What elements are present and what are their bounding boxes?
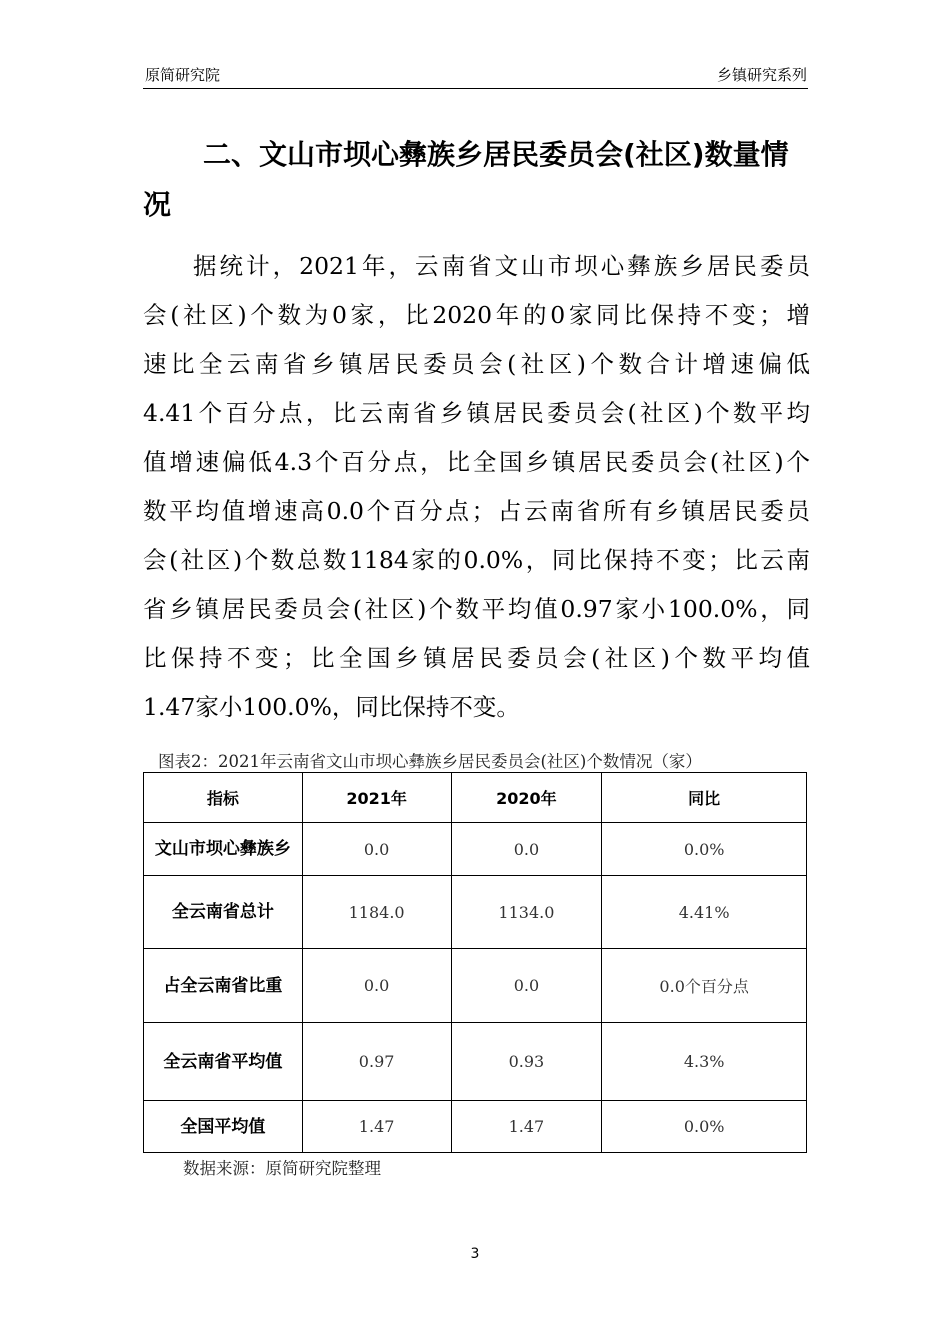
table-header-row [144,773,807,823]
cell: 0.97 [302,1023,451,1101]
data-source-note: 数据来源：原简研究院整理 [183,1159,381,1178]
table-row [144,1101,807,1153]
header-right: 乡镇研究系列 [716,66,807,84]
paragraph-line: 会(社区)个数为0家，比2020年的0家同比保持不变；增 [143,301,810,329]
paragraph-line: 省乡镇居民委员会(社区)个数平均值0.97家小100.0%，同 [143,595,810,623]
body-paragraph [143,242,810,732]
paragraph-line: 值增速偏低4.3个百分点，比全国乡镇居民委员会(社区)个 [143,448,810,476]
cell: 1.47 [451,1101,602,1153]
cell: 1184.0 [302,876,451,949]
paragraph-line: 速比全云南省乡镇居民委员会(社区)个数合计增速偏低 [143,350,810,378]
table-row [144,1023,807,1101]
header-left: 原简研究院 [145,66,221,84]
paragraph-line: 4.41个百分点，比云南省乡镇居民委员会(社区)个数平均 [143,399,810,427]
cell: 0.0 [302,949,451,1023]
page-number: 3 [470,1246,480,1262]
header-cell: 2020年 [451,773,602,823]
cell: 1134.0 [451,876,602,949]
cell: 0.0% [602,1101,807,1153]
section-title: 二、文山市坝心彝族乡居民委员会(社区)数量情况 [143,138,789,221]
header-cell: 同比 [602,773,807,823]
paragraph-line: 1.47家小100.0%，同比保持不变。 [143,693,520,721]
cell: 0.0个百分点 [602,949,807,1023]
header-cell: 指标 [144,773,303,823]
cell: 0.93 [451,1023,602,1101]
row-label: 文山市坝心彝族乡 [144,823,303,876]
table-row [144,823,807,876]
cell: 0.0 [451,823,602,876]
cell: 0.0 [302,823,451,876]
cell: 0.0 [451,949,602,1023]
table-row [144,876,807,949]
paragraph-line: 据统计，2021年，云南省文山市坝心彝族乡居民委员 [193,252,810,280]
paragraph-line: 比保持不变；比全国乡镇居民委员会(社区)个数平均值 [143,644,810,672]
header-divider [143,88,808,89]
row-label: 全云南省总计 [144,876,303,949]
cell: 1.47 [302,1101,451,1153]
row-label: 全云南省平均值 [144,1023,303,1101]
table-row [144,949,807,1023]
row-label: 占全云南省比重 [144,949,303,1023]
cell: 0.0% [602,823,807,876]
paragraph-line: 数平均值增速高0.0个百分点；占云南省所有乡镇居民委员 [143,497,810,525]
header-cell: 2021年 [302,773,451,823]
table-caption: 图表2：2021年云南省文山市坝心彝族乡居民委员会(社区)个数情况（家） [158,752,702,771]
cell: 4.41% [602,876,807,949]
paragraph-line: 会(社区)个数总数1184家的0.0%，同比保持不变；比云南 [143,546,810,574]
row-label: 全国平均值 [144,1101,303,1153]
data-table [143,772,807,1153]
cell: 4.3% [602,1023,807,1101]
